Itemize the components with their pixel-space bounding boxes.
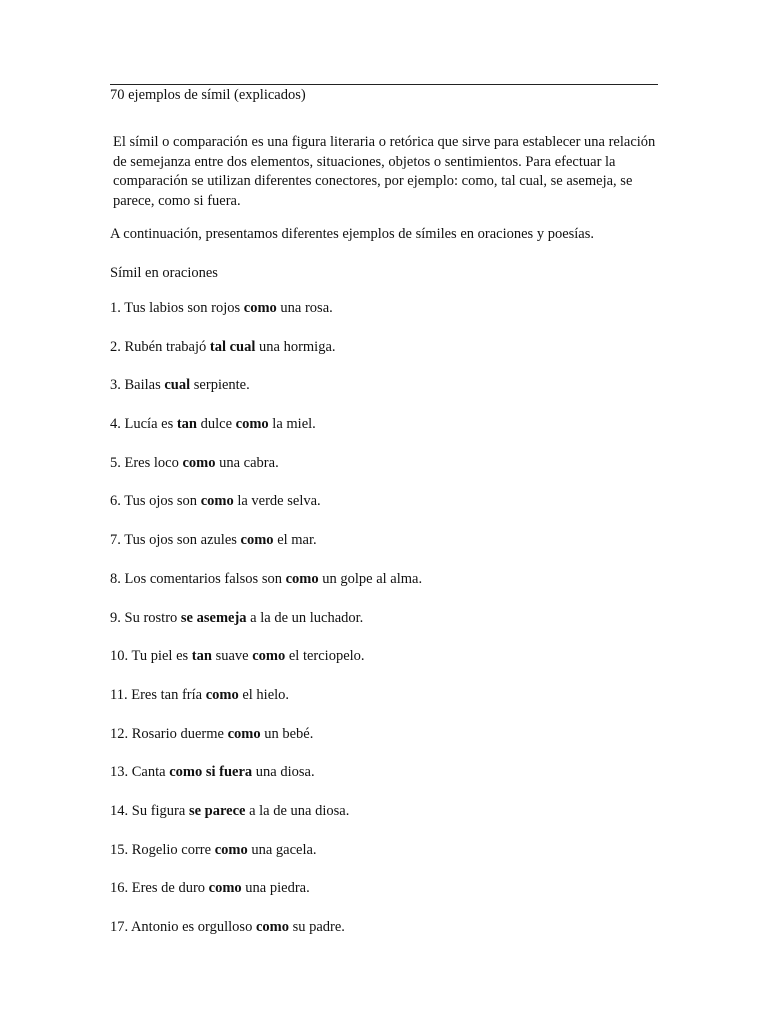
example-item xyxy=(110,802,658,821)
example-text-after: un golpe al alma. xyxy=(318,570,423,587)
document-page xyxy=(110,84,658,957)
example-connector: cual xyxy=(164,377,191,394)
example-connector: como xyxy=(255,919,289,935)
example-item xyxy=(110,492,658,511)
lead-paragraph: A continuación, presentamos diferentes ejemplos de símiles en oraciones y poesías. xyxy=(110,226,595,242)
example-number: 15. xyxy=(110,841,129,858)
example-text-before: Antonio es orgulloso xyxy=(130,919,256,935)
example-text-before: Tus ojos son xyxy=(124,493,201,510)
example-number: 3. xyxy=(110,377,121,394)
example-connector: como xyxy=(205,686,239,703)
example-text-before: Tu piel es xyxy=(131,648,192,665)
example-number: 8. xyxy=(110,570,121,587)
example-item xyxy=(110,376,658,395)
example-text-after: su padre. xyxy=(288,919,345,935)
example-connector: tan xyxy=(191,648,212,665)
example-number: 14. xyxy=(110,802,129,819)
example-number: 16. xyxy=(110,880,129,897)
example-number: 1. xyxy=(110,300,121,316)
example-connector: como xyxy=(214,841,248,858)
example-item xyxy=(110,647,658,666)
example-text-before: Eres loco xyxy=(124,454,183,471)
example-number: 9. xyxy=(110,609,121,626)
example-connector: tal cual xyxy=(209,338,256,355)
example-number: 10. xyxy=(110,648,129,665)
example-text-before: Eres tan fría xyxy=(131,686,206,703)
example-number: 4. xyxy=(110,416,121,433)
example-text-before: Lucía es xyxy=(124,416,177,433)
example-text-before: Rogelio corre xyxy=(131,841,215,858)
example-connector: como xyxy=(285,570,319,587)
example-connector: como xyxy=(227,725,261,742)
example-text-before: Tus ojos son azules xyxy=(124,532,241,549)
example-number: 17. xyxy=(110,919,129,935)
example-item xyxy=(110,454,658,473)
examples-list xyxy=(110,299,658,937)
example-connector: como xyxy=(243,300,277,316)
example-text-after: una cabra. xyxy=(215,454,279,471)
example-text-before: Su figura xyxy=(131,802,189,819)
example-text-after: un bebé. xyxy=(260,725,314,742)
example-item xyxy=(110,918,658,937)
example-text-after: una gacela. xyxy=(247,841,317,858)
document-title: 70 ejemplos de símil (explicados) xyxy=(110,87,306,103)
example-text-after: el terciopelo. xyxy=(285,648,365,665)
example-text-after: una diosa. xyxy=(252,764,315,781)
example-text-before: Bailas xyxy=(124,377,165,394)
section-heading: Símil en oraciones xyxy=(110,265,218,281)
example-text-middle: suave xyxy=(211,648,253,665)
example-number: 12. xyxy=(110,725,129,742)
example-number: 11. xyxy=(110,686,128,703)
example-item xyxy=(110,763,658,782)
example-text-after: la verde selva. xyxy=(233,493,321,510)
example-connector: como xyxy=(240,532,274,549)
example-text-before: Su rostro xyxy=(124,609,181,626)
example-text-after: el hielo. xyxy=(238,686,290,703)
example-item xyxy=(110,299,658,318)
example-connector-second: como xyxy=(235,416,269,433)
example-number: 13. xyxy=(110,764,129,781)
example-item xyxy=(110,841,658,860)
example-item xyxy=(110,686,658,705)
example-text-before: Los comentarios falsos son xyxy=(124,570,286,587)
example-item xyxy=(110,725,658,744)
example-connector: se parece xyxy=(188,802,246,819)
example-text-before: Tus labios son rojos xyxy=(124,300,244,316)
example-text-before: Rosario duerme xyxy=(131,725,228,742)
example-text-after: a la de un luchador. xyxy=(246,609,364,626)
example-item xyxy=(110,570,658,589)
example-number: 2. xyxy=(110,338,121,355)
example-item xyxy=(110,415,658,434)
example-text-after: la miel. xyxy=(268,416,316,433)
example-connector: como xyxy=(200,493,234,510)
example-connector-second: como xyxy=(252,648,286,665)
example-text-after: una piedra. xyxy=(241,880,310,897)
example-text-after: una rosa. xyxy=(276,300,333,316)
example-item xyxy=(110,609,658,628)
header-rule xyxy=(110,84,658,85)
example-connector: se asemeja xyxy=(180,609,247,626)
example-number: 5. xyxy=(110,454,121,471)
example-text-before: Canta xyxy=(131,764,170,781)
example-text-after: serpiente. xyxy=(190,377,250,394)
example-number: 6. xyxy=(110,493,121,510)
example-connector: como xyxy=(182,454,216,471)
example-text-after: una hormiga. xyxy=(255,338,336,355)
example-text-middle: dulce xyxy=(197,416,236,433)
example-connector: tan xyxy=(176,416,197,433)
example-item xyxy=(110,338,658,357)
intro-paragraph: El símil o comparación es una figura literaria o retórica que sirve para establecer una relación de semejanza entre dos elementos, situaciones, objetos o sentimientos. Para efectuar la comparación se utilizan diferentes conectores, por ejemplo: como, tal cual, se asemeja, se parece, como si fuera. xyxy=(113,134,656,209)
example-text-after: a la de una diosa. xyxy=(245,802,350,819)
example-text-before: Rubén trabajó xyxy=(124,338,210,355)
example-item xyxy=(110,531,658,550)
example-connector: como xyxy=(208,880,242,897)
example-item xyxy=(110,879,658,898)
example-text-after: el mar. xyxy=(273,532,317,549)
example-connector: como si fuera xyxy=(169,764,253,781)
example-text-before: Eres de duro xyxy=(131,880,209,897)
example-number: 7. xyxy=(110,532,121,549)
